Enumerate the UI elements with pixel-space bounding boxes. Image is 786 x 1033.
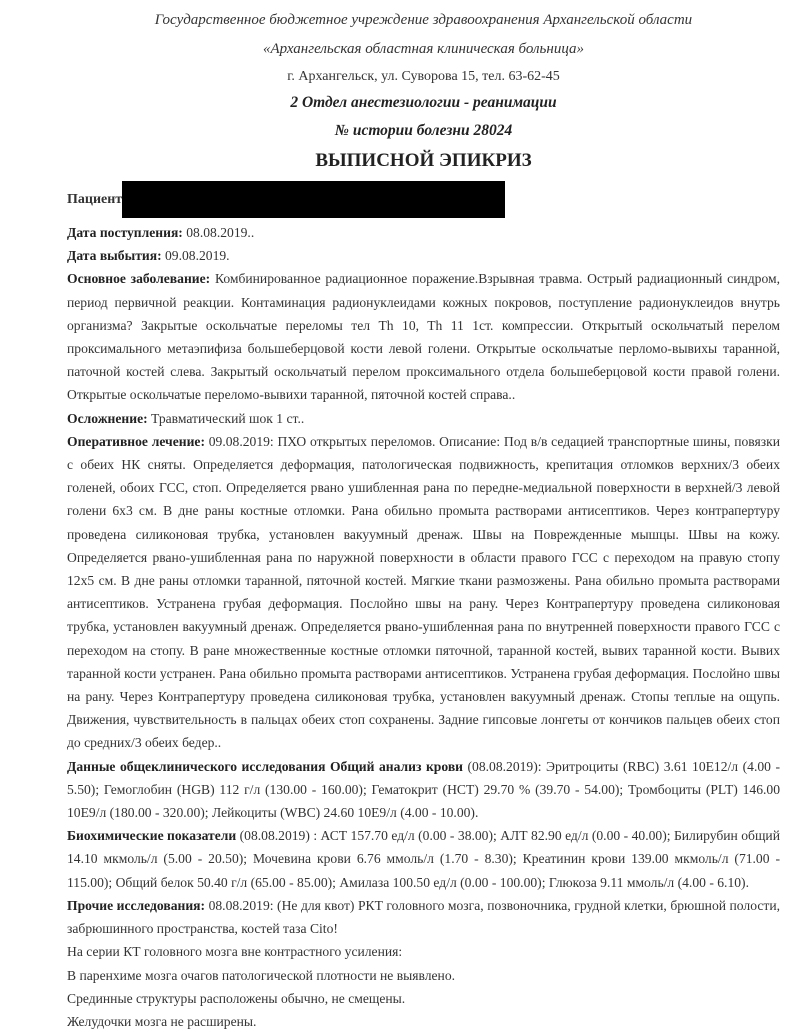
section-paragraph	[67, 430, 780, 755]
section-label: Биохимические показатели	[67, 828, 237, 844]
section-paragraph	[67, 244, 780, 267]
institution-name: Государственное бюджетное учреждение здравоохранения Архангельской области	[154, 12, 693, 28]
section-paragraph	[67, 894, 780, 940]
section-label: Основное заболевание:	[67, 271, 211, 287]
redaction-box	[122, 181, 505, 218]
discharge-summary	[67, 6, 780, 1033]
section-text: 08.08.2019: (Не для квот) РКТ головного мозга, позвоночника, грудной клетки, брюшной полости, забрюшинного пространства, костей таза Cito!	[67, 897, 780, 937]
section-label: Осложнение:	[67, 410, 148, 426]
ct-findings	[67, 940, 780, 1033]
section-label: Данные общеклинического исследования Общий анализ крови	[67, 758, 463, 774]
section-text: (08.08.2019): Эритроциты (RBC) 3.61 10E12/л (4.00 - 5.50); Гемоглобин (HGB) 112 г/л (130.00 - 160.00); Гематокрит (HCT) 29.70 % (39.70 - 54.00); Тромбоциты (PLT) 146.00 10E9/л (180.00 - 320.00); Лейкоциты (WBC) 24.60 10E9/л (4.00 - 10.00).	[67, 758, 780, 821]
ct-line: Желудочки мозга не расширены.	[67, 1013, 257, 1029]
section-paragraph	[67, 824, 780, 894]
section-paragraph	[67, 267, 780, 406]
document-title: ВЫПИСНОЙ ЭПИКРИЗ	[315, 150, 532, 171]
ct-line: На серии КТ головного мозга вне контрастного усиления:	[67, 944, 403, 960]
section-paragraph	[67, 755, 780, 825]
patient-label: Пациент	[67, 192, 123, 207]
department-name: 2 Отдел анестезиологии - реанимации	[290, 94, 557, 111]
sections	[67, 221, 780, 940]
section-label: Дата выбытия:	[67, 248, 162, 264]
section-text: Травматический шок 1 ст..	[147, 410, 305, 426]
section-label: Оперативное лечение:	[67, 433, 205, 449]
ct-line: Срединные структуры расположены обычно, не смещены.	[67, 990, 406, 1006]
section-text: 09.08.2019: ПХО открытых переломов. Описание: Под в/в седацией транспортные шины, повязки с обеих НК сняты. Определяется деформация, патологическая подвижность, крепитация отломков верхних/3 обеих голеней, обоих ГСС, стоп. Определяется рвано ушибленная рана по передне-медиальной поверхности в верхней/3 левой голени 6х3 см. В дне раны костные отломки. Рана обильно промыта растворами антисептиков. Через контрапертуру проведена силиконовая трубка, установлен вакуумный дренаж. Швы на Поврежденные мышцы. Швы на кожу. Определяется рвано-ушибленная рана по наружной поверхности в области правого ГСС с переходом на правую стопу 12х5 см. В дне раны отломки таранной, пяточной костей. Мягкие ткани размозжены. Рана обильно промыта растворами антисептиков. Устранена грубая деформация. Послойно швы на рану. Через Контрапертуру проведена силиконовая трубка, установлен вакуумный дренаж. Определяется рвано-ушибленная рана по внутренней поверхности правого ГСС с переходом на стопу. В ране множественные костные отломки пяточной, таранной костей, вывих таранной кости. Вывих таранной кости устранен. Рана обильно промыта растворами антисептиков. Устранена грубая деформация. Послойно швы на рану. Через Контрапертуру проведена силиконовая трубка, установлен вакуумный дренаж. Стопы теплые на ощупь. Движения, чувствительность в пальцах обеих стоп сохранены. Задние гипсовые лонгеты от кончиков пальцев обеих стоп до средних/3 обеих бедер..	[67, 433, 781, 751]
section-text: 08.08.2019..	[182, 225, 255, 240]
section-paragraph	[67, 221, 780, 244]
ct-line: В паренхиме мозга очагов патологической плотности не выявлено.	[67, 967, 456, 983]
section-label: Прочие исследования:	[67, 897, 206, 913]
patient-row	[67, 179, 780, 221]
hospital-name: «Архангельская областная клиническая больница»	[262, 41, 585, 57]
section-text: Комбинированное радиационное поражение.Взрывная травма. Острый радиационный синдром, период первичной реакции. Контаминация радионуклеидами кожных покровов, поступление радионуклеидов внутрь организма? Закрытые оскольчатые переломы тел Th 10, Th 11 1ст. компрессии. Открытый оскольчатый перелом проксимального метаэпифиза большеберцовой кости левой голени. Открытые оскольчатые перломо-вывихы таранной, паточной костей слева. Закрытый оскольчатый перелом проксимального отдела большеберцовой кости правой голени. Открытые оскольчатые переломо-вывихи таранной, пяточной костей справа..	[67, 271, 780, 403]
section-text: (08.08.2019) : АСТ 157.70 ед/л (0.00 - 38.00); АЛТ 82.90 ед/л (0.00 - 40.00); Билирубин общий 14.10 мкмоль/л (5.00 - 20.50); Мочевина крови 6.76 ммоль/л (1.70 - 8.30); Креатинин крови 139.00 мкмоль/л (71.00 - 115.00); Общий белок 50.40 г/л (65.00 - 85.00); Амилаза 100.50 ед/л (0.00 - 100.00); Глюкоза 9.11 ммоль/л (4.00 - 6.10).	[67, 828, 780, 890]
case-number: № истории болезни 28024	[334, 122, 513, 139]
section-text: 09.08.2019.	[161, 248, 230, 264]
section-paragraph	[67, 407, 780, 430]
hospital-address: г. Архангельск, ул. Суворова 15, тел. 63-62-45	[287, 69, 560, 84]
section-label: Дата поступления:	[67, 225, 183, 240]
